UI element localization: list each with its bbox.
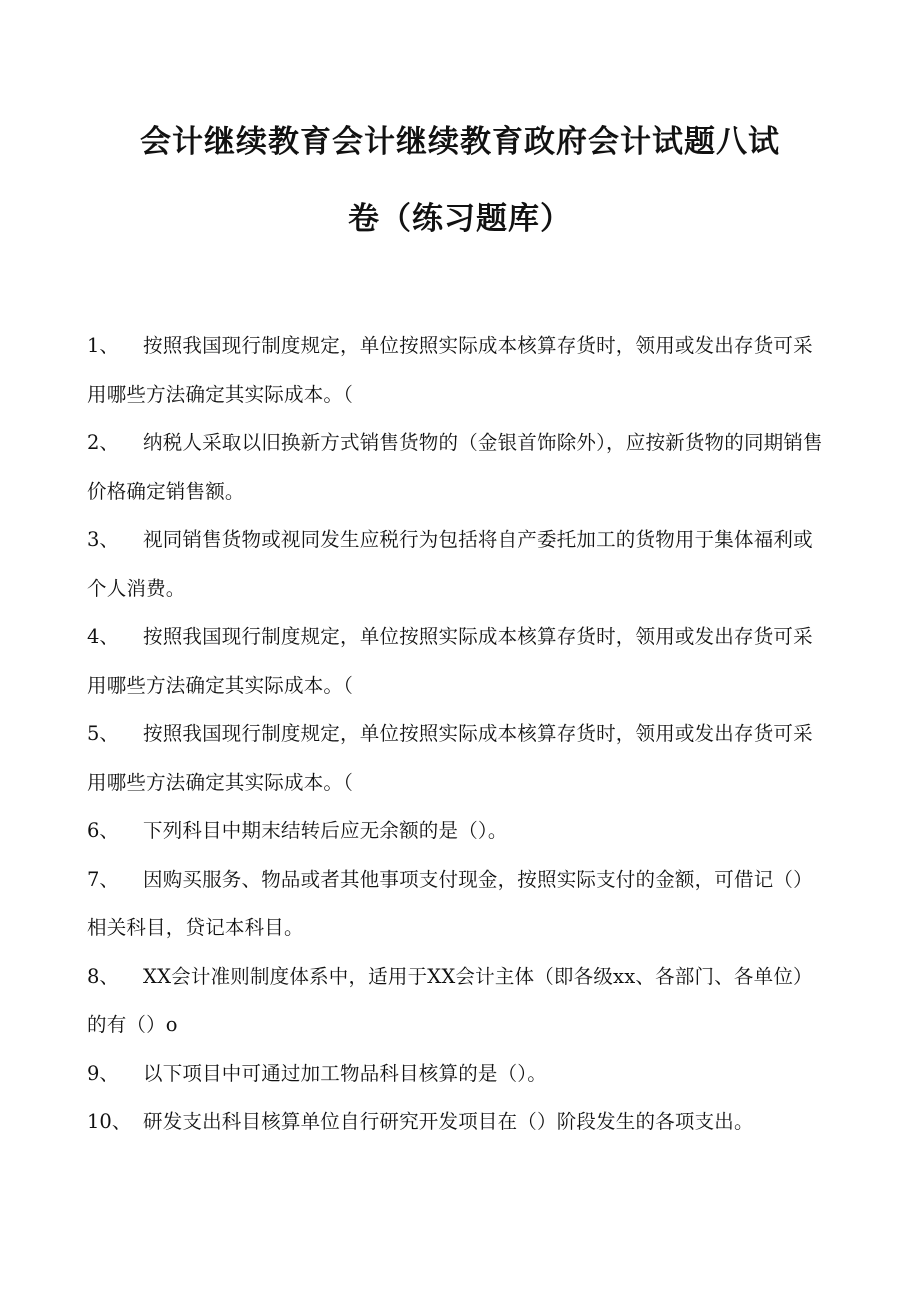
question-text: 研发支出科目核算单位自行研究开发项目在（）阶段发生的各项支出。	[143, 1110, 754, 1133]
document-title-line-1: 会计继续教育会计继续教育政府会计试题八试	[140, 124, 780, 160]
question-number: 7、	[87, 867, 119, 891]
question-number: 9、	[87, 1061, 119, 1085]
question-text: 因购买服务、物品或者其他事项支付现金，按照实际支付的金额，可借记（）相关科目，贷记本科目。	[87, 867, 813, 939]
question-number: 5、	[87, 722, 119, 745]
question-item	[87, 419, 827, 516]
question-item	[87, 1098, 827, 1147]
question-item	[87, 613, 827, 710]
question-number: 4、	[87, 625, 119, 648]
question-text: 视同销售货物或视同发生应税行为包括将自产委托加工的货物用于集体福利或个人消费。	[87, 528, 813, 600]
question-text: 纳税人采取以旧换新方式销售货物的（金银首饰除外），应按新货物的同期销售价格确定销售额。	[87, 431, 823, 503]
question-text: XX会计准则制度体系中，适用于XX会计主体（即各级xx、各部门、各单位）的有（）o	[87, 964, 813, 1036]
question-item	[87, 856, 827, 953]
question-item	[87, 516, 827, 613]
question-item	[87, 953, 827, 1050]
question-number: 8、	[87, 964, 119, 988]
question-text: 按照我国现行制度规定，单位按照实际成本核算存货时，领用或发出存货可采用哪些方法确定其实际成本。（	[87, 334, 813, 406]
document-title-line-2: 卷（练习题库）	[348, 201, 572, 237]
question-text: 下列科目中期末结转后应无余额的是（）。	[143, 819, 508, 842]
question-item	[87, 807, 827, 856]
question-text: 以下项目中可通过加工物品科目核算的是（）。	[143, 1061, 547, 1085]
question-number: 10、	[87, 1110, 132, 1133]
question-number: 6、	[87, 819, 119, 842]
question-text: 按照我国现行制度规定，单位按照实际成本核算存货时，领用或发出存货可采用哪些方法确定其实际成本。（	[87, 625, 813, 697]
question-number: 2、	[87, 431, 119, 454]
question-number: 3、	[87, 528, 119, 551]
question-text: 按照我国现行制度规定，单位按照实际成本核算存货时，领用或发出存货可采用哪些方法确定其实际成本。（	[87, 722, 813, 794]
question-item	[87, 322, 827, 419]
question-item	[87, 1050, 827, 1099]
question-number: 1、	[87, 334, 119, 357]
question-item	[87, 710, 827, 807]
question-list	[87, 322, 827, 1147]
